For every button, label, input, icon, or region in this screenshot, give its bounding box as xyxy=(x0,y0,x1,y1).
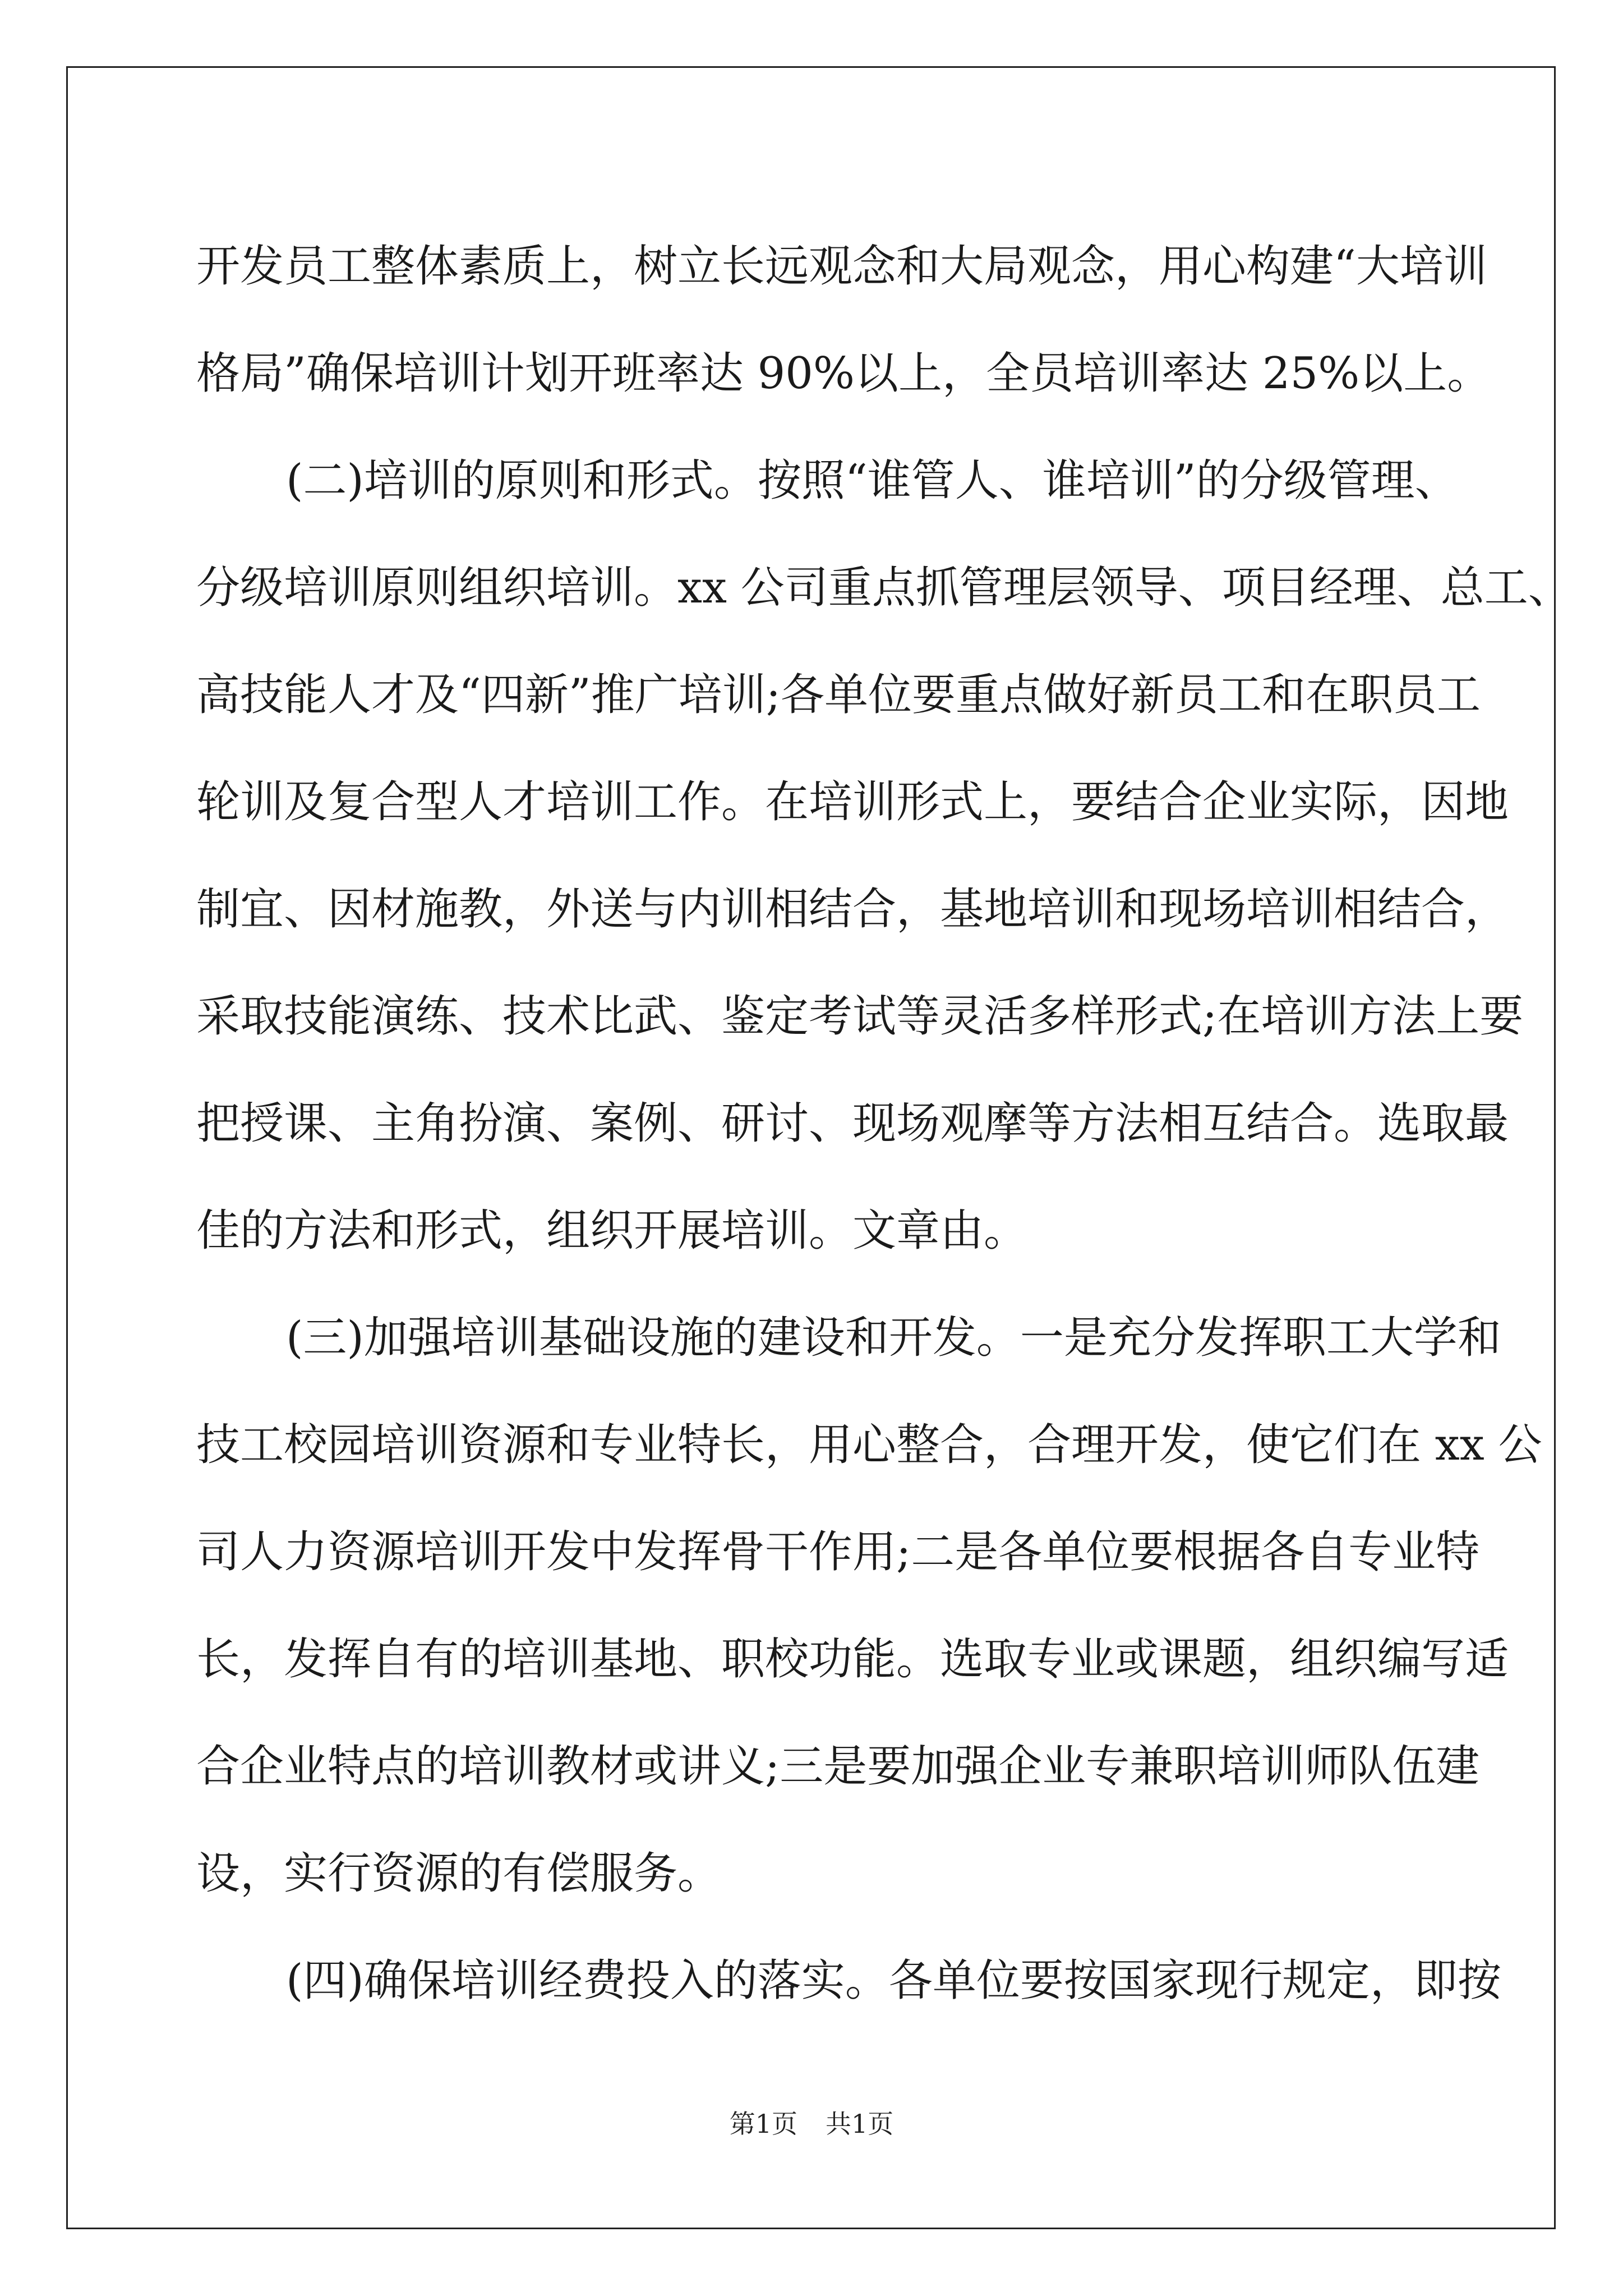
paragraph-start-line: (三)加强培训基础设施的建设和开发。一是充分发挥职工大学和 xyxy=(286,1313,1501,1363)
text-line: 把授课、主角扮演、案例、研讨、现场观摩等方法相互结合。选取最 xyxy=(196,1098,1509,1149)
text-line: 制宜、因材施教，外送与内训相结合，基地培训和现场培训相结合， xyxy=(196,884,1509,935)
text-line: 合企业特点的培训教材或讲义;三是要加强企业专兼职培训师队伍建 xyxy=(196,1741,1480,1792)
text-line: 高技能人才及“四新”推广培训;各单位要重点做好新员工和在职员工 xyxy=(196,670,1481,720)
paragraph-start-line: (四)确保培训经费投入的落实。各单位要按国家现行规定，即按 xyxy=(286,1955,1501,2006)
text-line: 开发员工整体素质上，树立长远观念和大局观念，用心构建“大培训 xyxy=(196,241,1487,292)
text-line: 司人力资源培训开发中发挥骨干作用;二是各单位要根据各自专业特 xyxy=(196,1527,1480,1577)
page-number: 第1页 xyxy=(729,2109,797,2139)
text-line: 技工校园培训资源和专业特长，用心整合，合理开发，使它们在 xx 公 xyxy=(196,1420,1542,1470)
paragraph-start-line: (二)培训的原则和形式。按照“谁管人、谁培训”的分级管理、 xyxy=(286,455,1459,506)
text-line: 格局”确保培训计划开班率达 90%以上，全员培训率达 25%以上。 xyxy=(196,348,1491,399)
text-line: 佳的方法和形式，组织开展培训。文章由。 xyxy=(196,1205,1028,1256)
document-body xyxy=(196,213,1572,2035)
page-total: 共1页 xyxy=(826,2109,894,2139)
text-line: 长，发挥自有的培训基地、职校功能。选取专业或课题，组织编写适 xyxy=(196,1634,1509,1685)
text-line: 轮训及复合型人才培训工作。在培训形式上，要结合企业实际，因地 xyxy=(196,777,1509,827)
text-line: 采取技能演练、技术比武、鉴定考试等灵活多样形式;在培训方法上要 xyxy=(196,991,1524,1042)
page-footer xyxy=(0,2104,1623,2141)
text-line: 设，实行资源的有偿服务。 xyxy=(196,1848,722,1899)
text-line: 分级培训原则组织培训。xx 公司重点抓管理层领导、项目经理、总工、 xyxy=(196,563,1572,613)
